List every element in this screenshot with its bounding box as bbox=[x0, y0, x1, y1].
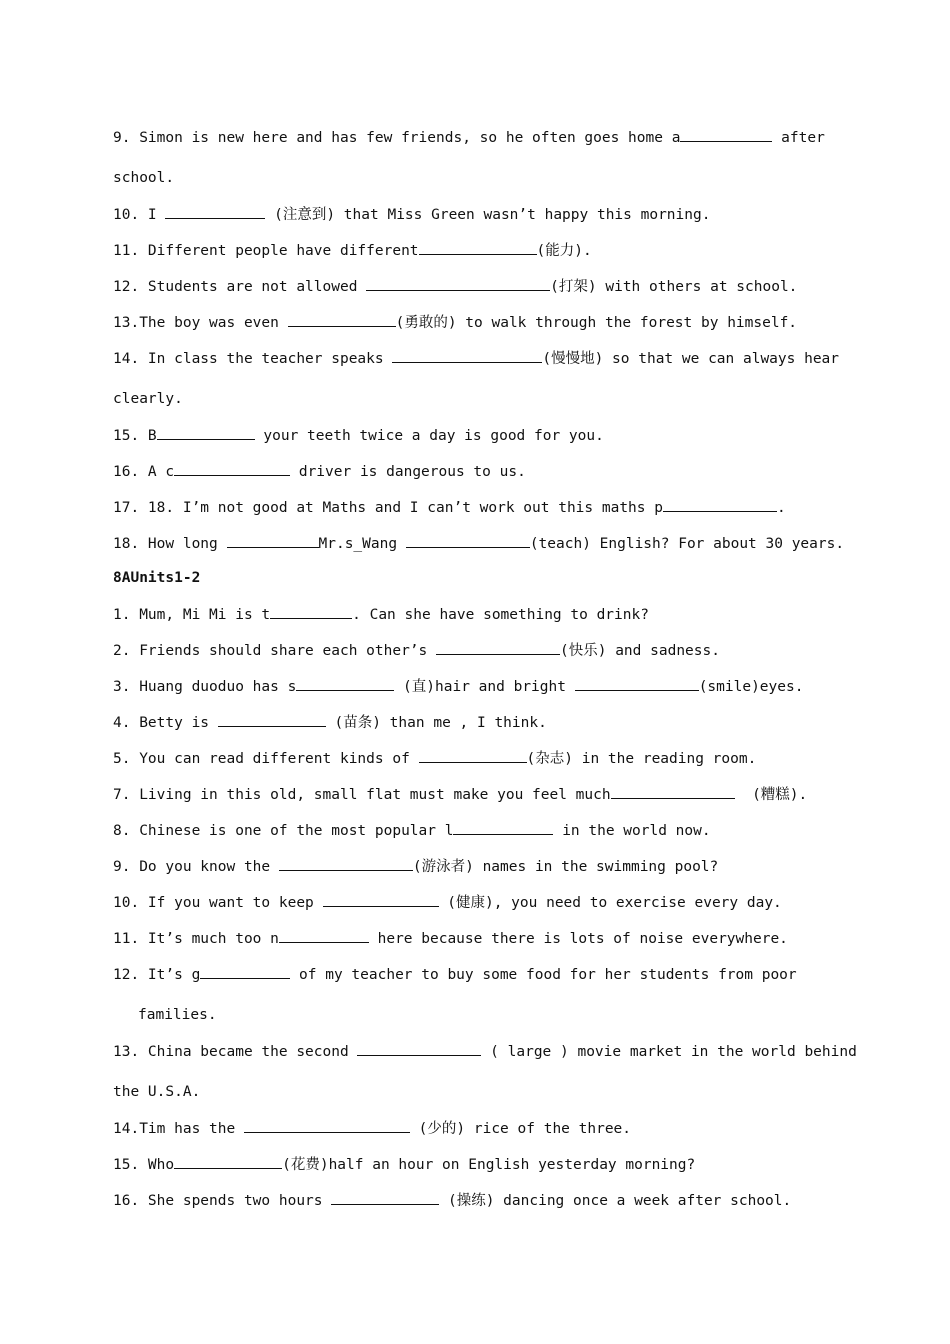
question-9b bbox=[113, 856, 838, 877]
question-text: . bbox=[776, 500, 786, 516]
question-text: 17. 18. I’m not good at Maths and I can’t work out this maths p bbox=[113, 500, 663, 516]
question-14 bbox=[113, 348, 838, 369]
question-14b bbox=[113, 1118, 838, 1139]
question-1 bbox=[113, 604, 838, 625]
answer-blank[interactable] bbox=[279, 928, 369, 943]
question-text: here because there is lots of noise everywhere. bbox=[368, 931, 788, 947]
question-13b bbox=[113, 1041, 857, 1062]
question-text: (杂志) in the reading room. bbox=[526, 751, 757, 767]
answer-blank[interactable] bbox=[165, 204, 265, 219]
question-16 bbox=[113, 461, 838, 482]
answer-blank[interactable] bbox=[174, 1154, 282, 1169]
question-text: clearly. bbox=[113, 391, 183, 407]
question-text: 12. It’s g bbox=[113, 967, 201, 983]
question-5 bbox=[113, 748, 838, 769]
answer-blank[interactable] bbox=[392, 348, 542, 363]
question-15 bbox=[113, 425, 838, 446]
question-text: 12. Students are not allowed bbox=[113, 279, 367, 295]
answer-blank[interactable] bbox=[218, 712, 326, 727]
question-10 bbox=[113, 204, 838, 225]
question-text: (游泳者) names in the swimming pool? bbox=[412, 859, 719, 875]
question-text: driver is dangerous to us. bbox=[290, 464, 526, 480]
question-9-continued bbox=[113, 168, 838, 188]
question-text: (teach) English? For about 30 years. bbox=[529, 536, 845, 552]
question-text: school. bbox=[113, 170, 175, 186]
question-text: 16. She spends two hours bbox=[113, 1193, 332, 1209]
question-text: 14. In class the teacher speaks bbox=[113, 351, 393, 367]
answer-blank[interactable] bbox=[453, 820, 553, 835]
answer-blank[interactable] bbox=[279, 856, 413, 871]
answer-blank[interactable] bbox=[244, 1118, 410, 1133]
question-text: Mr.s_Wang bbox=[318, 536, 406, 552]
question-13 bbox=[113, 312, 838, 333]
question-text: 14.Tim has the bbox=[113, 1121, 244, 1137]
answer-blank[interactable] bbox=[419, 748, 527, 763]
question-text: 2. Friends should share each other’s bbox=[113, 643, 437, 659]
question-text: (糟糕). bbox=[734, 787, 808, 803]
answer-blank[interactable] bbox=[323, 892, 439, 907]
question-text: after bbox=[772, 130, 825, 146]
question-3 bbox=[113, 676, 838, 697]
question-12b bbox=[113, 964, 838, 985]
question-text: ( large ) movie market in the world behind bbox=[481, 1044, 857, 1060]
question-text: 11. It’s much too n bbox=[113, 931, 279, 947]
section-heading: 8AUnits1-2 bbox=[113, 570, 201, 586]
question-text: (能力). bbox=[536, 243, 592, 259]
answer-blank[interactable] bbox=[663, 497, 777, 512]
question-14-continued bbox=[113, 389, 838, 409]
question-text: (直)hair and bright bbox=[394, 679, 575, 695]
question-10b bbox=[113, 892, 838, 913]
question-text: (苗条) than me , I think. bbox=[325, 715, 547, 731]
answer-blank[interactable] bbox=[227, 533, 319, 548]
question-text: (注意到) that Miss Green wasn’t happy this morning. bbox=[265, 207, 711, 223]
question-15b bbox=[113, 1154, 838, 1175]
question-text: (smile)eyes. bbox=[698, 679, 804, 695]
question-text: 7. Living in this old, small flat must make you feel much bbox=[113, 787, 611, 803]
answer-blank[interactable] bbox=[270, 604, 352, 619]
question-text: 13. China became the second bbox=[113, 1044, 358, 1060]
question-text: (操练) dancing once a week after school. bbox=[439, 1193, 792, 1209]
question-text: 1. Mum, Mi Mi is t bbox=[113, 607, 271, 623]
answer-blank[interactable] bbox=[406, 533, 530, 548]
answer-blank[interactable] bbox=[419, 240, 537, 255]
question-text: 8. Chinese is one of the most popular l bbox=[113, 823, 454, 839]
question-text: 18. How long bbox=[113, 536, 227, 552]
answer-blank[interactable] bbox=[331, 1190, 439, 1205]
question-9 bbox=[113, 127, 838, 148]
question-text: (健康), you need to exercise every day. bbox=[438, 895, 782, 911]
answer-blank[interactable] bbox=[611, 784, 735, 799]
question-text: 10. If you want to keep bbox=[113, 895, 323, 911]
question-text: 9. Do you know the bbox=[113, 859, 279, 875]
question-text: 16. A c bbox=[113, 464, 175, 480]
answer-blank[interactable] bbox=[157, 425, 255, 440]
question-7 bbox=[113, 784, 838, 805]
question-12b-continued bbox=[138, 1005, 863, 1025]
question-16b bbox=[113, 1190, 838, 1211]
answer-blank[interactable] bbox=[680, 127, 772, 142]
question-text: . Can she have something to drink? bbox=[352, 607, 649, 623]
question-text: 9. Simon is new here and has few friends, so he often goes home a bbox=[113, 130, 681, 146]
question-text: families. bbox=[138, 1007, 217, 1023]
question-text: your teeth twice a day is good for you. bbox=[254, 428, 604, 444]
question-text: the U.S.A. bbox=[113, 1084, 201, 1100]
answer-blank[interactable] bbox=[357, 1041, 481, 1056]
question-text: 13.The boy was even bbox=[113, 315, 288, 331]
question-text: (少的) rice of the three. bbox=[409, 1121, 632, 1137]
answer-blank[interactable] bbox=[436, 640, 560, 655]
question-11b bbox=[113, 928, 838, 949]
question-4 bbox=[113, 712, 838, 733]
answer-blank[interactable] bbox=[296, 676, 394, 691]
question-text: 11. Different people have different bbox=[113, 243, 419, 259]
question-text: 5. You can read different kinds of bbox=[113, 751, 419, 767]
question-12 bbox=[113, 276, 838, 297]
question-2 bbox=[113, 640, 838, 661]
question-13b-continued bbox=[113, 1082, 838, 1102]
answer-blank[interactable] bbox=[366, 276, 550, 291]
question-text: (打架) with others at school. bbox=[550, 279, 798, 295]
answer-blank[interactable] bbox=[174, 461, 290, 476]
question-11 bbox=[113, 240, 838, 261]
answer-blank[interactable] bbox=[288, 312, 396, 327]
answer-blank[interactable] bbox=[200, 964, 290, 979]
question-text: (花费)half an hour on English yesterday morning? bbox=[282, 1157, 696, 1173]
question-text: (快乐) and sadness. bbox=[560, 643, 720, 659]
question-text: 15. B bbox=[113, 428, 157, 444]
question-18 bbox=[113, 533, 845, 554]
question-text: 10. I bbox=[113, 207, 166, 223]
answer-blank[interactable] bbox=[575, 676, 699, 691]
question-text: in the world now. bbox=[553, 823, 711, 839]
question-text: (慢慢地) so that we can always hear bbox=[542, 351, 840, 367]
question-text: 4. Betty is bbox=[113, 715, 218, 731]
question-text: (勇敢的) to walk through the forest by himself. bbox=[395, 315, 798, 331]
question-text: 3. Huang duoduo has s bbox=[113, 679, 297, 695]
question-text: 15. Who bbox=[113, 1157, 175, 1173]
question-8 bbox=[113, 820, 838, 841]
question-17 bbox=[113, 497, 838, 518]
question-text: of my teacher to buy some food for her students from poor bbox=[290, 967, 797, 983]
